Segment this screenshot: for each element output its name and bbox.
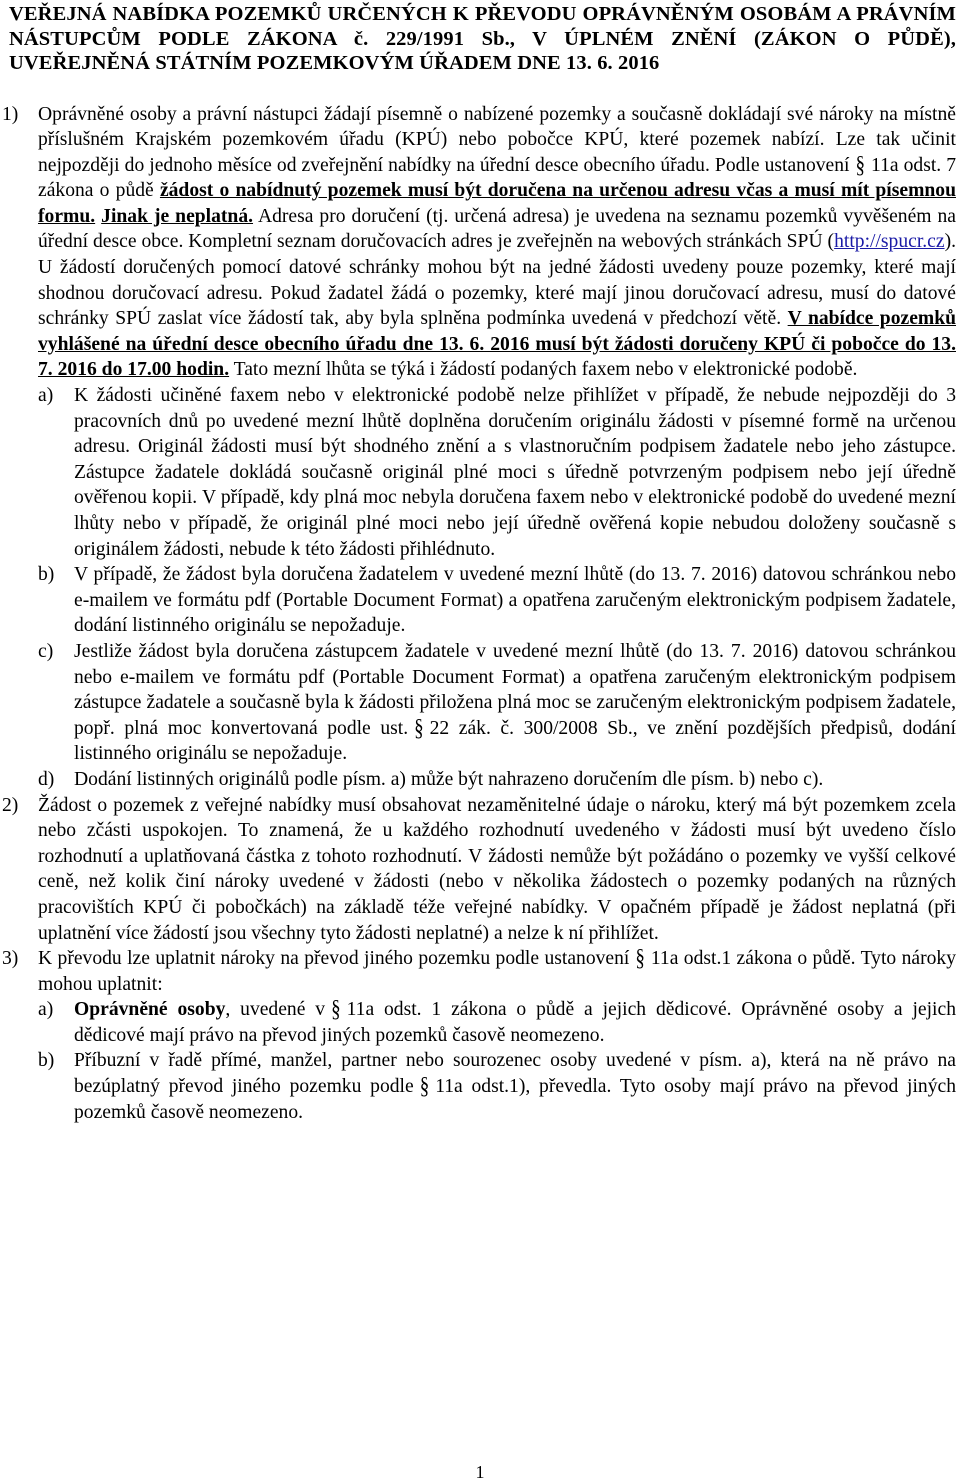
section-symbol: §: [331, 996, 341, 1023]
section-symbol: §: [635, 945, 645, 972]
subitem-a: [38, 383, 956, 562]
section-2: [2, 793, 956, 947]
deadline-text: V nabídce pozemků vyhlášené na úřední desce obecního úřadu dne 13. 6. 2016 musí být žádosti doručeny KPÚ či pobočce do 13. 7. 2016 do 17.00 hodin.: [38, 308, 957, 381]
subitem-label: b): [38, 564, 55, 586]
section-number: 3): [2, 948, 19, 970]
text: K převodu lze uplatnit nároky na převod jiného pozemku podle ustanovení: [38, 948, 630, 970]
subitem-a: [38, 997, 956, 1048]
subitem-text: 11a odst.1), převedla. Tyto osoby mají právo na převod jiných pozemků časově neomezeno.: [74, 1076, 956, 1123]
subitem-b: [38, 1048, 956, 1125]
subitem-label: d): [38, 768, 55, 790]
subitem-text: 22 zák. č. 300/2008 Sb., ve znění pozdějších předpisů, dodání listinného originálu se nepožaduje.: [74, 717, 956, 765]
subitem-text: 11a odst. 1 zákona o půdě a jejich dědicové. Oprávněné osoby a jejich dědicové mají právo na převod jiných pozemků časově neomezeno.: [74, 999, 956, 1046]
section-number: 2): [2, 794, 19, 816]
section-1: [2, 102, 957, 793]
section-3: [2, 945, 956, 1125]
subitem-text: Příbuzní v řadě přímé, manžel, partner nebo sourozenec osoby uvedené v písm. a), která na ně právo na bezúplatný převod jiného pozemku podle: [74, 1050, 956, 1098]
subitem-b: [38, 562, 956, 639]
subitem-label: c): [38, 640, 54, 662]
subitem-text: K žádosti učiněné faxem nebo v elektronické podobě nelze přihlížet v případě, že nebude nejpozději do 3 pracovních dnů po uvedené mezní lhůtě doplněna doručením originálu žádosti v písemné formě na určenou adresu. Originál žádosti musí být shodného znění a s vlastnoručním podpisem žadatele nebo jeho zástupce. Zástupce žadatele dokládá současně originál plné moci s úředně potvrzeným podpisem nebo její úředně ověřenou kopii. V případě, kdy plná moc nebyla doručena faxem nebo v elektronické podobě do uvedené mezní lhůty nebo v případě, že originál plné moci nebo její úředně ověřená kopie nebudou doloženy současně s originálem žádosti, nebude k této žádosti přihlédnuto.: [74, 385, 956, 560]
section-2-body: Žádost o pozemek z veřejné nabídky musí obsahovat nezaměnitelné údaje o nároku, který má být pozemkem zcela nebo zčásti uspokojen. To znamená, že u každého rozhodnutí uvedeného v žádosti musí být uvedeno číslo rozhodnutí a uplatňovaná částka z tohoto rozhodnutí. V žádosti nemůže být požádáno o pozemky ve vyšší celkové ceně, než kolik činí nároky uvedené v žádosti (nebo v několika žádostech o pozemky podaných na různých pracovištích KPÚ či pobočkách) na základě téže veřejné nabídky. V opačném případě je žádost neplatná (při uplatnění více žádostí jsou všechny tyto žádosti neplatné) a nelze k ní přihlížet.: [38, 794, 956, 944]
subitem-text: Jestliže žádost byla doručena zástupcem žadatele v uvedené mezní lhůtě (do 13. 7. 2016) datovou schránkou nebo e-mailem ve formátu pdf (Portable Document Format) a opatřena zaručeným elektronickým podpisem zástupce žadatele a současně byla k žádosti přiložena plná moc se zaručeným elektronickým podpisem žadatele, popř. plná moc konvertovaná podle ust.: [74, 640, 956, 739]
subitem-text: , uvedené v: [225, 999, 326, 1021]
section-number: 1): [2, 103, 19, 125]
page-number: 1: [475, 1462, 485, 1482]
text: ). U žádostí doručených pomocí datové schránky mohou být na jedné žádosti uvedeny pouze pozemky, které mají shodnou doručovací adresu. Pokud žadatel žádá o pozemky, které mají jinou doručovací adresu, musí do datové schránky SPÚ zaslat více žádostí tak, aby byla splněna podmínka uvedená v předchozí větě.: [38, 231, 956, 330]
subitem-label: a): [38, 385, 54, 407]
text: Tato mezní lhůta se týká i žádostí podaných faxem nebo v elektronické podobě.: [233, 359, 858, 381]
text: 11a odst.1 zákona o půdě. Tyto nároky mohou uplatnit:: [38, 948, 956, 995]
text: Adresa pro doručení (tj. určená adresa) je uvedena na seznamu pozemků vyvěšeném na úřední desce obce. Kompletní seznam doručovacích adres je zveřejněn na webových stránkách SPÚ (: [38, 205, 956, 253]
subitem-d: [38, 767, 956, 793]
section-symbol: §: [855, 151, 865, 179]
section-symbol: §: [419, 1073, 430, 1100]
subitem-label: a): [38, 999, 54, 1021]
subitem-label: b): [38, 1050, 55, 1072]
emphasis-text: Jinak je neplatná.: [101, 205, 254, 227]
emphasis-text: žádost o nabídnutý pozemek musí být doručena na určenou adresu včas a musí mít písemnou formu.: [38, 180, 956, 227]
subitem-text: Dodání listinných originálů podle písm. a) může být nahrazeno doručením dle písm. b) nebo c).: [74, 768, 824, 790]
document-title: VEŘEJNÁ NABÍDKA POZEMKŮ URČENÝCH K PŘEVODU OPRÁVNĚNÝM OSOBÁM A PRÁVNÍM NÁSTUPCŮM PODLE ZÁKONA č. 229/1991 Sb., V ÚPLNÉM ZNĚNÍ (ZÁKON O PŮDĚ), UVEŘEJNĚNÁ STÁTNÍM POZEMKOVÝM ÚŘADEM DNE 13. 6. 2016: [9, 3, 956, 74]
spu-website-link[interactable]: http://spucr.cz: [834, 231, 945, 253]
spacer: [38, 76, 956, 102]
subitem-c: [38, 639, 956, 767]
text: Oprávněné osoby a právní nástupci žádají písemně o nabízené pozemky a současně dokládají své nároky na místně příslušném Krajském pozemkovém úřadu (KPÚ) nebo pobočce KPÚ, které pozemek nabízí. Lze tak učinit nejpozději do jednoho měsíce od zveřejnění nabídky na úřední desce obecního úřadu. Podle ustanovení: [38, 103, 956, 176]
subitem-text: V případě, že žádost byla doručena žadatelem v uvedené mezní lhůtě (do 13. 7. 2016) datovou schránkou nebo e-mailem ve formátu pdf (Portable Document Format) a opatřena zaručeným elektronickým podpisem žadatele, dodání listinného originálu se nepožaduje.: [74, 564, 956, 637]
bold-term: Oprávněné osoby: [74, 999, 226, 1021]
section-1-body: [38, 102, 956, 384]
text: 11a odst. 7 zákona o půdě: [38, 154, 957, 202]
section-3-body: [38, 946, 956, 997]
section-symbol: §: [414, 715, 424, 742]
